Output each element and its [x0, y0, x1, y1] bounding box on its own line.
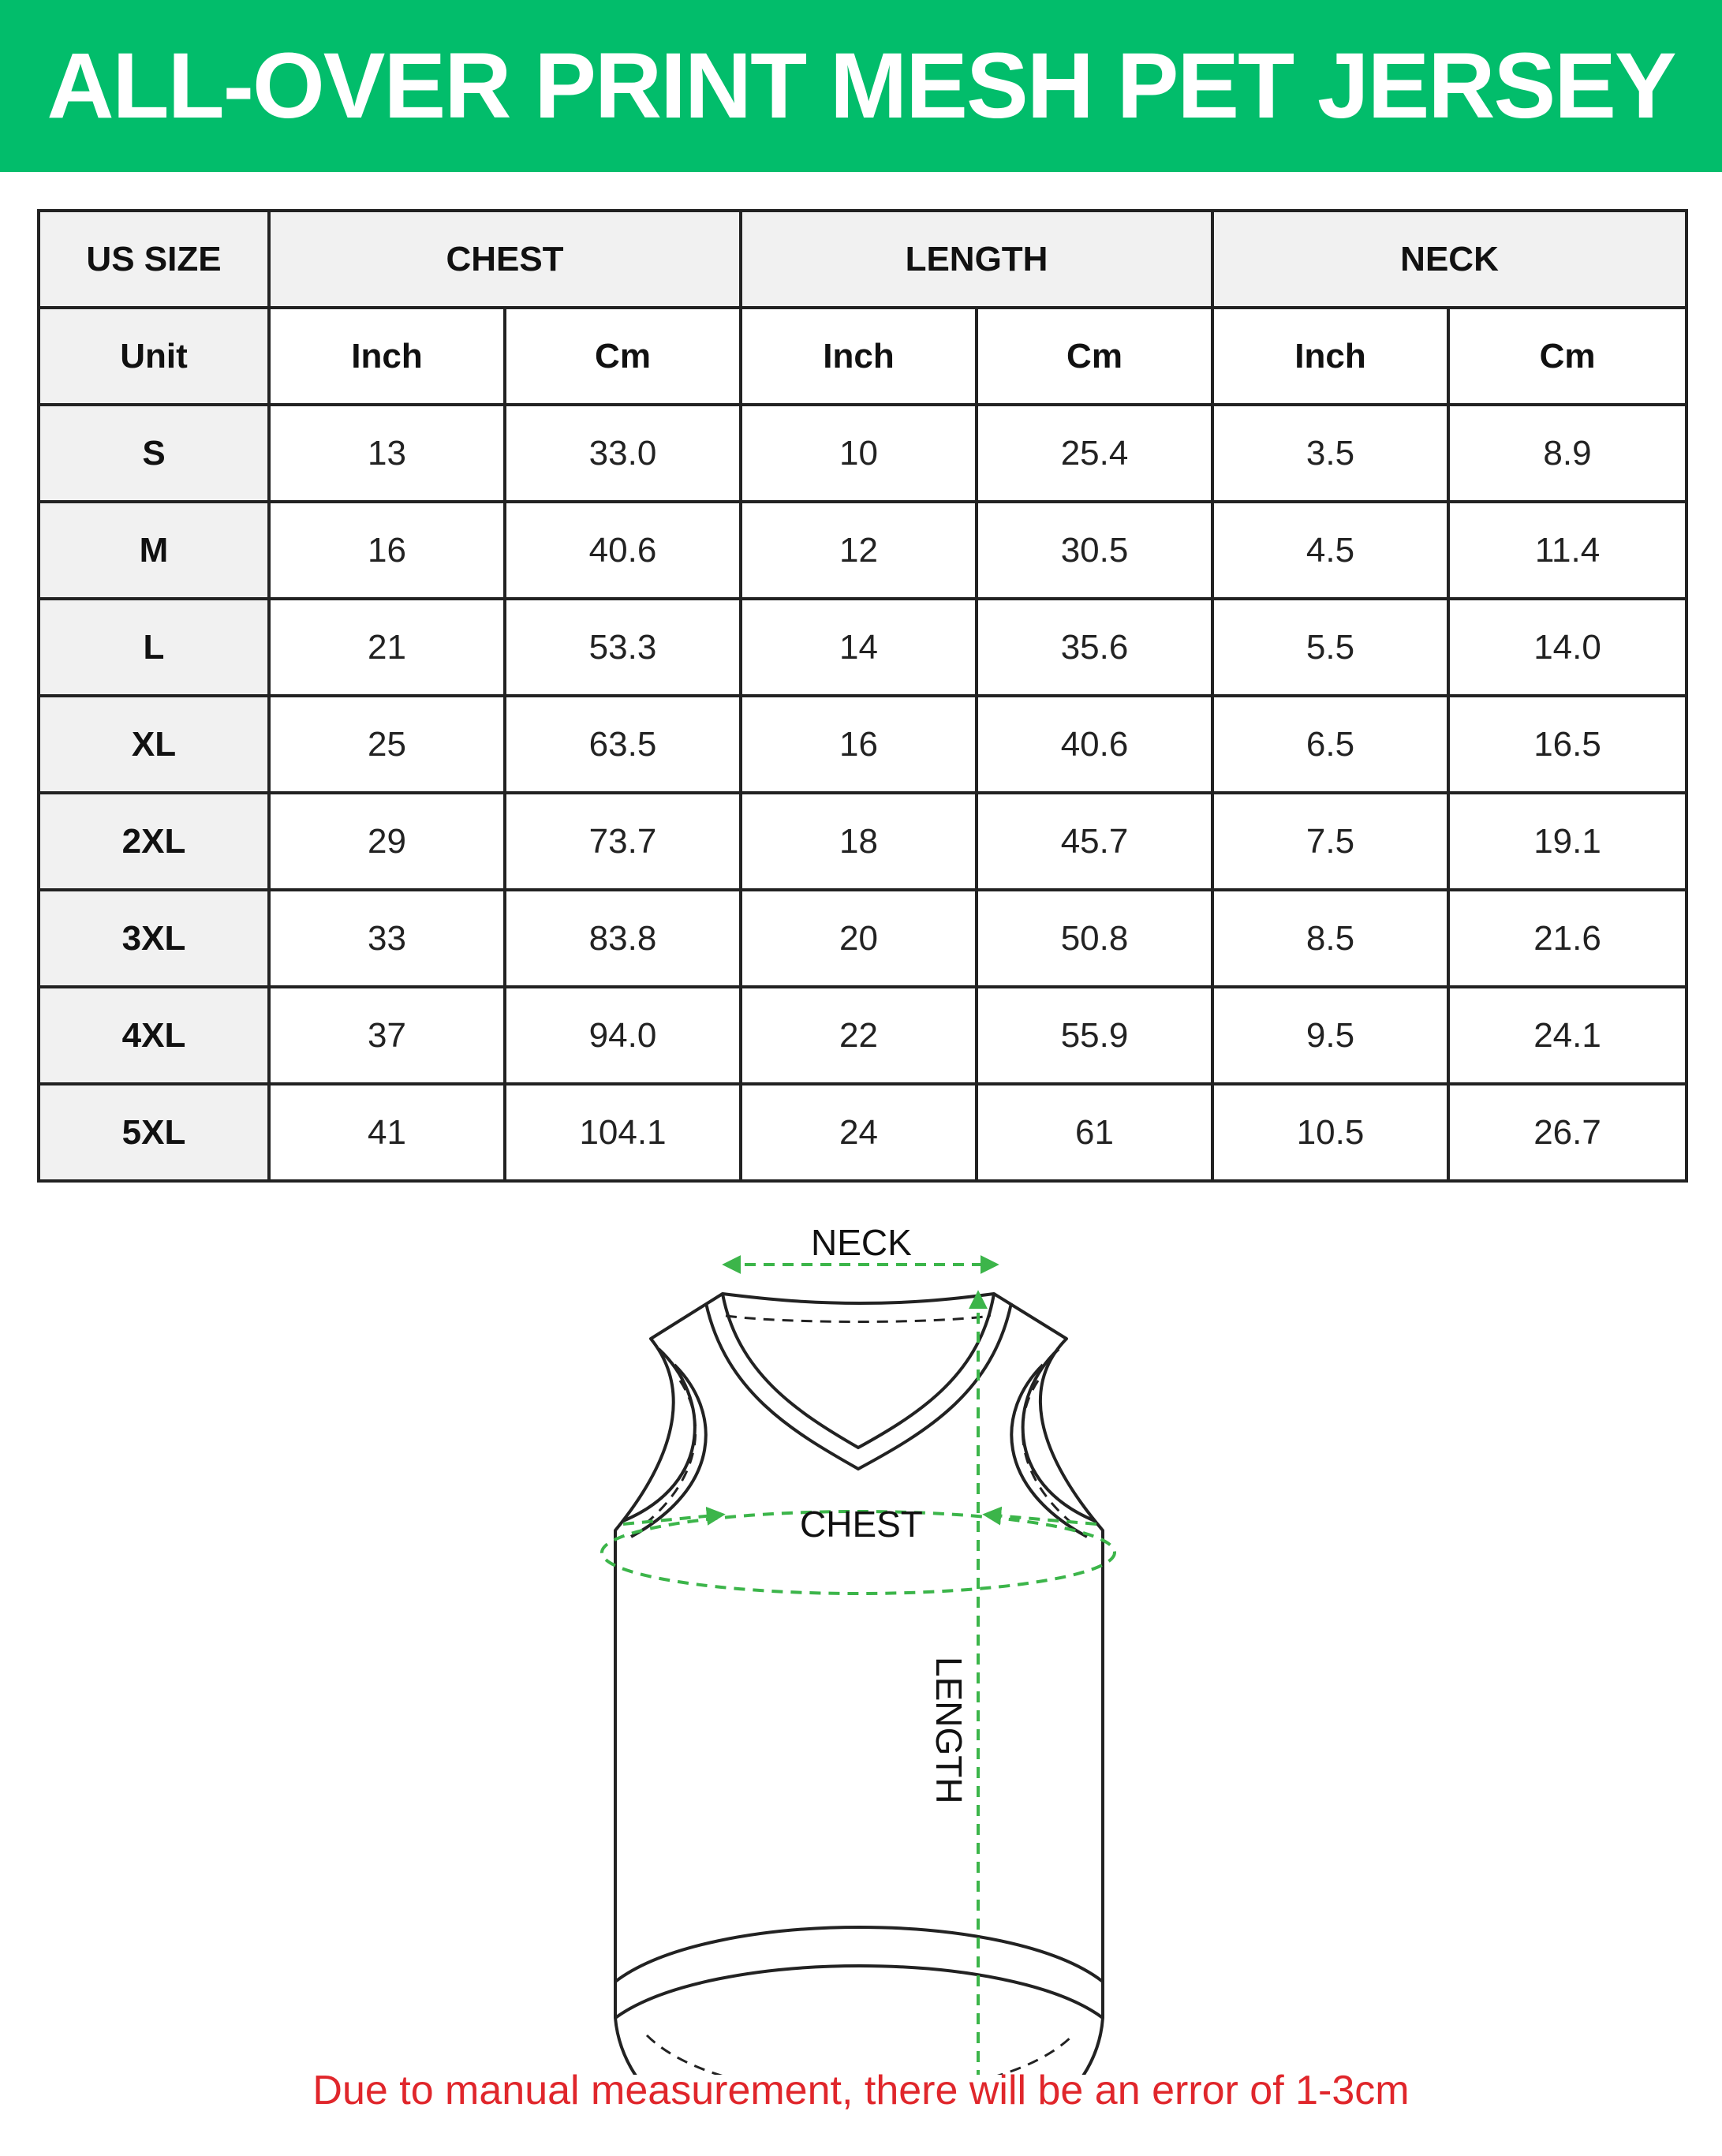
neck-inch-cell: 4.5: [1212, 502, 1448, 599]
size-cell: L: [39, 599, 269, 696]
neck-inch-cell: 7.5: [1212, 793, 1448, 890]
jersey-outline: [615, 1294, 1103, 2075]
title-banner: [0, 0, 1722, 172]
neck-cm-cell: 21.6: [1448, 890, 1687, 987]
size-cell: 5XL: [39, 1084, 269, 1181]
size-cell: 3XL: [39, 890, 269, 987]
chest-inch-cell: 25: [269, 696, 505, 793]
chest-cm-cell: 104.1: [505, 1084, 741, 1181]
length-inch-cell: 14: [741, 599, 977, 696]
length-cm-cell: 30.5: [977, 502, 1212, 599]
length-header: LENGTH: [741, 211, 1212, 308]
table-unit-row: [39, 308, 1687, 405]
chest-header: CHEST: [269, 211, 741, 308]
unit-header: Cm: [1448, 308, 1687, 405]
length-inch-cell: 16: [741, 696, 977, 793]
chest-cm-cell: 83.8: [505, 890, 741, 987]
length-inch-cell: 10: [741, 405, 977, 502]
chest-inch-cell: 16: [269, 502, 505, 599]
neck-cm-cell: 8.9: [1448, 405, 1687, 502]
table-row: [39, 502, 1687, 599]
length-inch-cell: 24: [741, 1084, 977, 1181]
neck-cm-cell: 19.1: [1448, 793, 1687, 890]
chest-inch-cell: 33: [269, 890, 505, 987]
table-row: [39, 793, 1687, 890]
chest-label: CHEST: [800, 1504, 923, 1545]
table-row: [39, 987, 1687, 1084]
length-label: LENGTH: [928, 1657, 969, 1804]
neck-label: NECK: [811, 1222, 912, 1263]
length-inch-cell: 12: [741, 502, 977, 599]
size-cell: M: [39, 502, 269, 599]
table-row: [39, 890, 1687, 987]
page-title: ALL-OVER PRINT MESH PET JERSEY: [47, 34, 1675, 138]
neck-inch-cell: 6.5: [1212, 696, 1448, 793]
neck-header: NECK: [1212, 211, 1687, 308]
neck-inch-cell: 3.5: [1212, 405, 1448, 502]
neck-cm-cell: 26.7: [1448, 1084, 1687, 1181]
length-inch-cell: 18: [741, 793, 977, 890]
neck-cm-cell: 24.1: [1448, 987, 1687, 1084]
size-cell: 2XL: [39, 793, 269, 890]
size-chart-table: [37, 209, 1688, 1183]
length-cm-cell: 45.7: [977, 793, 1212, 890]
neck-cm-cell: 14.0: [1448, 599, 1687, 696]
table-row: [39, 1084, 1687, 1181]
unit-header: Cm: [977, 308, 1212, 405]
chest-cm-cell: 40.6: [505, 502, 741, 599]
jersey-measurement-diagram: [0, 1183, 1722, 2075]
chest-inch-cell: 13: [269, 405, 505, 502]
table-row: [39, 599, 1687, 696]
table-row: [39, 405, 1687, 502]
unit-header: Cm: [505, 308, 741, 405]
chest-cm-cell: 94.0: [505, 987, 741, 1084]
table-row: [39, 696, 1687, 793]
unit-header: Inch: [741, 308, 977, 405]
chest-cm-cell: 73.7: [505, 793, 741, 890]
length-cm-cell: 61: [977, 1084, 1212, 1181]
us-size-header: US SIZE: [39, 211, 269, 308]
jersey-illustration: [0, 1183, 1722, 2075]
chest-cm-cell: 33.0: [505, 405, 741, 502]
chest-cm-cell: 53.3: [505, 599, 741, 696]
chest-cm-cell: 63.5: [505, 696, 741, 793]
table-group-header-row: [39, 211, 1687, 308]
length-inch-cell: 20: [741, 890, 977, 987]
neck-inch-cell: 9.5: [1212, 987, 1448, 1084]
measurement-disclaimer: Due to manual measurement, there will be an error of 1-3cm: [312, 2068, 1410, 2113]
length-cm-cell: 25.4: [977, 405, 1212, 502]
chest-inch-cell: 21: [269, 599, 505, 696]
chest-inch-cell: 41: [269, 1084, 505, 1181]
neck-inch-cell: 5.5: [1212, 599, 1448, 696]
length-cm-cell: 55.9: [977, 987, 1212, 1084]
length-cm-cell: 35.6: [977, 599, 1212, 696]
size-cell: S: [39, 405, 269, 502]
neck-cm-cell: 16.5: [1448, 696, 1687, 793]
unit-header: Inch: [1212, 308, 1448, 405]
neck-cm-cell: 11.4: [1448, 502, 1687, 599]
chest-inch-cell: 37: [269, 987, 505, 1084]
length-cm-cell: 40.6: [977, 696, 1212, 793]
chest-inch-cell: 29: [269, 793, 505, 890]
neck-inch-cell: 10.5: [1212, 1084, 1448, 1181]
length-inch-cell: 22: [741, 987, 977, 1084]
size-cell: 4XL: [39, 987, 269, 1084]
neck-inch-cell: 8.5: [1212, 890, 1448, 987]
unit-label: Unit: [39, 308, 269, 405]
unit-header: Inch: [269, 308, 505, 405]
length-cm-cell: 50.8: [977, 890, 1212, 987]
size-cell: XL: [39, 696, 269, 793]
